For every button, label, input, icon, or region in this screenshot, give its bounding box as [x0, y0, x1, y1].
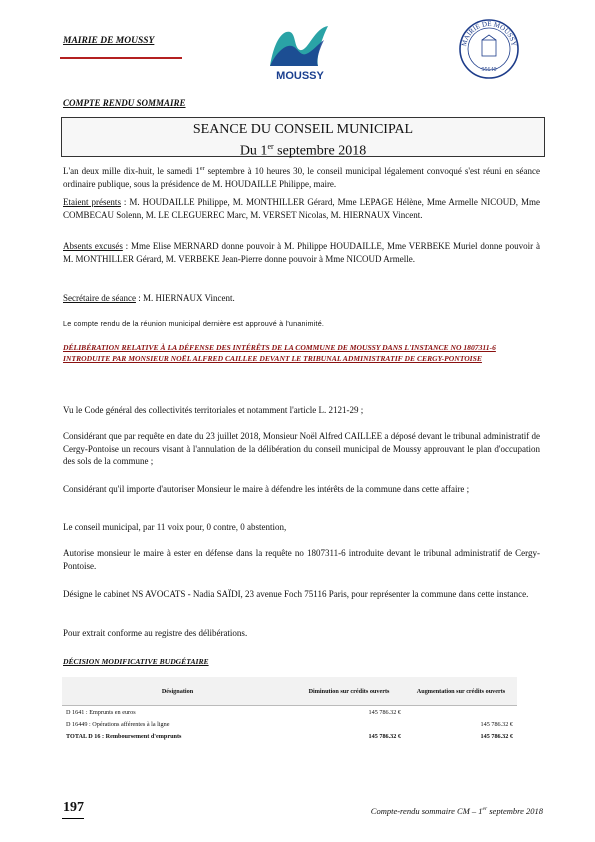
dm-title: DÉCISION MODIFICATIVE BUDGÉTAIRE [63, 657, 209, 666]
secretaire-paragraph: Secrétaire de séance : M. HIERNAUX Vincent. [63, 293, 235, 303]
mairie-heading: MAIRIE DE MOUSSY [63, 36, 155, 46]
title-line-1: SEANCE DU CONSEIL MUNICIPAL [192, 122, 414, 137]
presents-paragraph: Etaient présents : M. HOUDAILLE Philippe, M. MONTHILLER Gérard, Mme LEPAGE Hélène, Mme Armelle NICOUD, Mme COMBECAU Solenn, M. LE CLEGUEREC Marc, M. VERSET Nicolas, M. HIERNAUX Vincent. [63, 197, 541, 220]
title-box [61, 117, 545, 157]
autorise-paragraph: Autorise monsieur le maire à ester en défense dans la requête no 1807311-6 introduite devant le tribunal administratif de Cergy-Pontoise. [63, 548, 540, 571]
header-divider [60, 57, 182, 59]
absents-paragraph: Absents excusés : Mme Elise MERNARD donne pouvoir à M. Philippe HOUDAILLE, Mme VERBEKE Muriel donne pouvoir à M. MONTHILLER Gérard, M. VERBEKE Jean-Pierre donne pouvoir à Mme NICOUD Armelle. [63, 241, 540, 264]
budget-table [62, 677, 517, 742]
extrait-paragraph: Pour extrait conforme au registre des délibérations. [63, 628, 248, 638]
title-line-2: Du 1er septembre 2018 [239, 142, 367, 159]
mairie-seal [458, 18, 520, 80]
vu-paragraph: Vu le Code général des collectivités territoriales et notamment l'article L. 2121-29 ; [63, 405, 364, 415]
considerant-paragraph-1: Considérant que par requête en date du 23 juillet 2018, Monsieur Noël Alfred CAILLEE a déposé devant le tribunal administratif de Cergy-Pontoise un recours visant à l'annulation de la délibération du conseil municipal de Moussy approuvant le plan d'occupation des sols de la commune ; [63, 431, 540, 466]
table-header-augmentation: Augmentation sur crédits ouverts [405, 677, 517, 706]
table-header-diminution: Diminution sur crédits ouverts [293, 677, 405, 706]
approval-paragraph: Le compte rendu de la réunion municipal dernière est approuvé à l'unanimité. [63, 319, 325, 328]
table-total-row: TOTAL D 16 : Remboursement d'emprunts 145 786.32 € 145 786.32 € [66, 732, 513, 740]
table-header-row [62, 677, 517, 706]
page-number: 197 [63, 800, 84, 815]
svg-text:MAIRIE DE MOUSSY: MAIRIE DE MOUSSY [460, 19, 518, 48]
intro-paragraph: L'an deux mille dix-huit, le samedi 1er septembre à 10 heures 30, le conseil municipal légalement convoqué s'est réuni en séance ordinaire publique, sous la présidence de M. HOUDAILLE Philippe, maire. [63, 166, 541, 189]
table-header-designation: Désignation [62, 677, 293, 706]
page-number-underline [62, 818, 84, 819]
footer-text: Compte-rendu sommaire CM – 1er septembre 2018 [370, 806, 543, 816]
logo-wordmark: MOUSSY [276, 70, 324, 82]
deliberation-title: DÉLIBÉRATION RELATIVE À LA DÉFENSE DES INTÉRÊTS DE LA COMMUNE DE MOUSSY DANS L'INSTANCE NO 1807311-6 INTRODUITE PAR MONSIEUR NOËL ALFRED CAILLEE DEVANT LE TRIBUNAL ADMINISTRATIF DE CERGY-PONTOISE [63, 343, 496, 363]
vote-paragraph: Le conseil municipal, par 11 voix pour, 0 contre, 0 abstention, [63, 522, 287, 532]
moussy-logo [252, 22, 348, 82]
section-label: COMPTE RENDU SOMMAIRE [63, 98, 186, 108]
considerant-paragraph-2: Considérant qu'il importe d'autoriser Monsieur le maire à défendre les intérêts de la commune dans cette affaire ; [63, 484, 470, 494]
svg-text:95640: 95640 [481, 67, 497, 73]
designe-paragraph: Désigne le cabinet NS AVOCATS - Nadia SAÏDI, 23 avenue Foch 75116 Paris, pour représenter la commune dans cette instance. [63, 589, 529, 599]
table-row: D 1641 : Emprunts en euros 145 786.32 € [66, 708, 401, 716]
table-row: D 16449 : Opérations afférentes à la ligne 145 786.32 € [66, 720, 513, 728]
